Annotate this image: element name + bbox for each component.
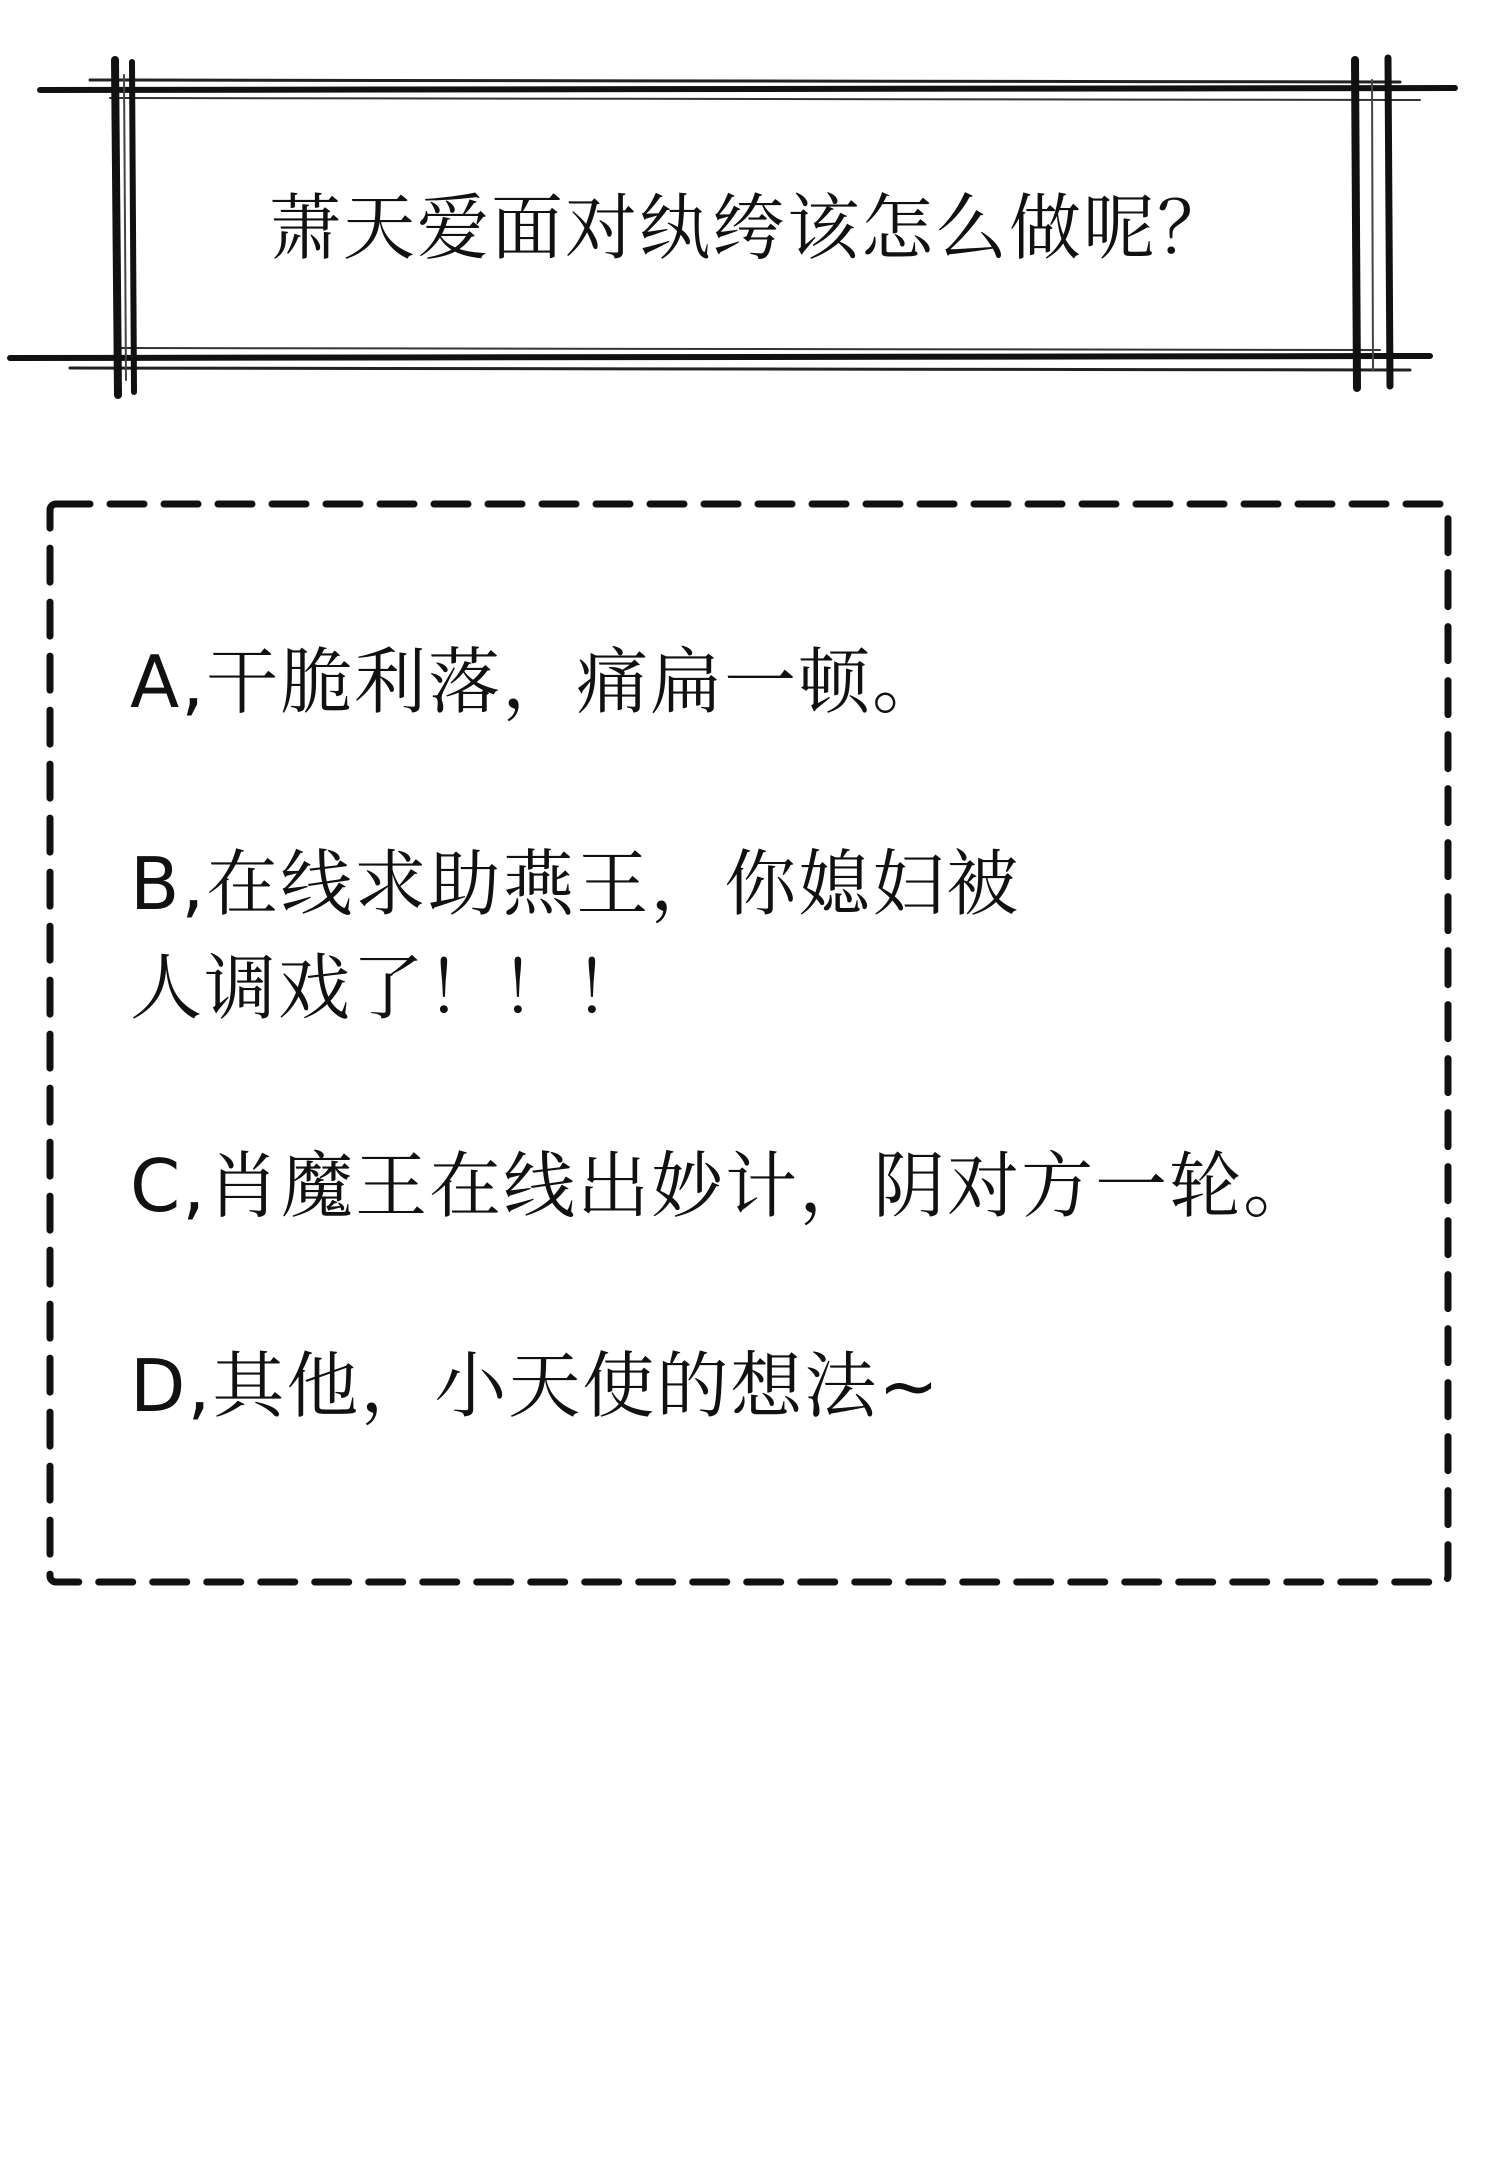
options-box [46,500,1452,1586]
option-b-line-1: B,在线求助燕王，你媳妇被 [130,842,1021,926]
option-c: C,肖魔王在线出妙计，阴对方一轮。 [130,1144,1318,1228]
question-title: 萧天爱面对纨绔该怎么做呢？ [268,186,1231,270]
option-a: A,干脆利落，痛扁一顿。 [130,640,947,724]
option-d: D,其他，小天使的想法~ [130,1344,941,1428]
title-frame [0,0,1500,420]
option-b-line-2: 人调戏了！！！ [130,946,649,1030]
